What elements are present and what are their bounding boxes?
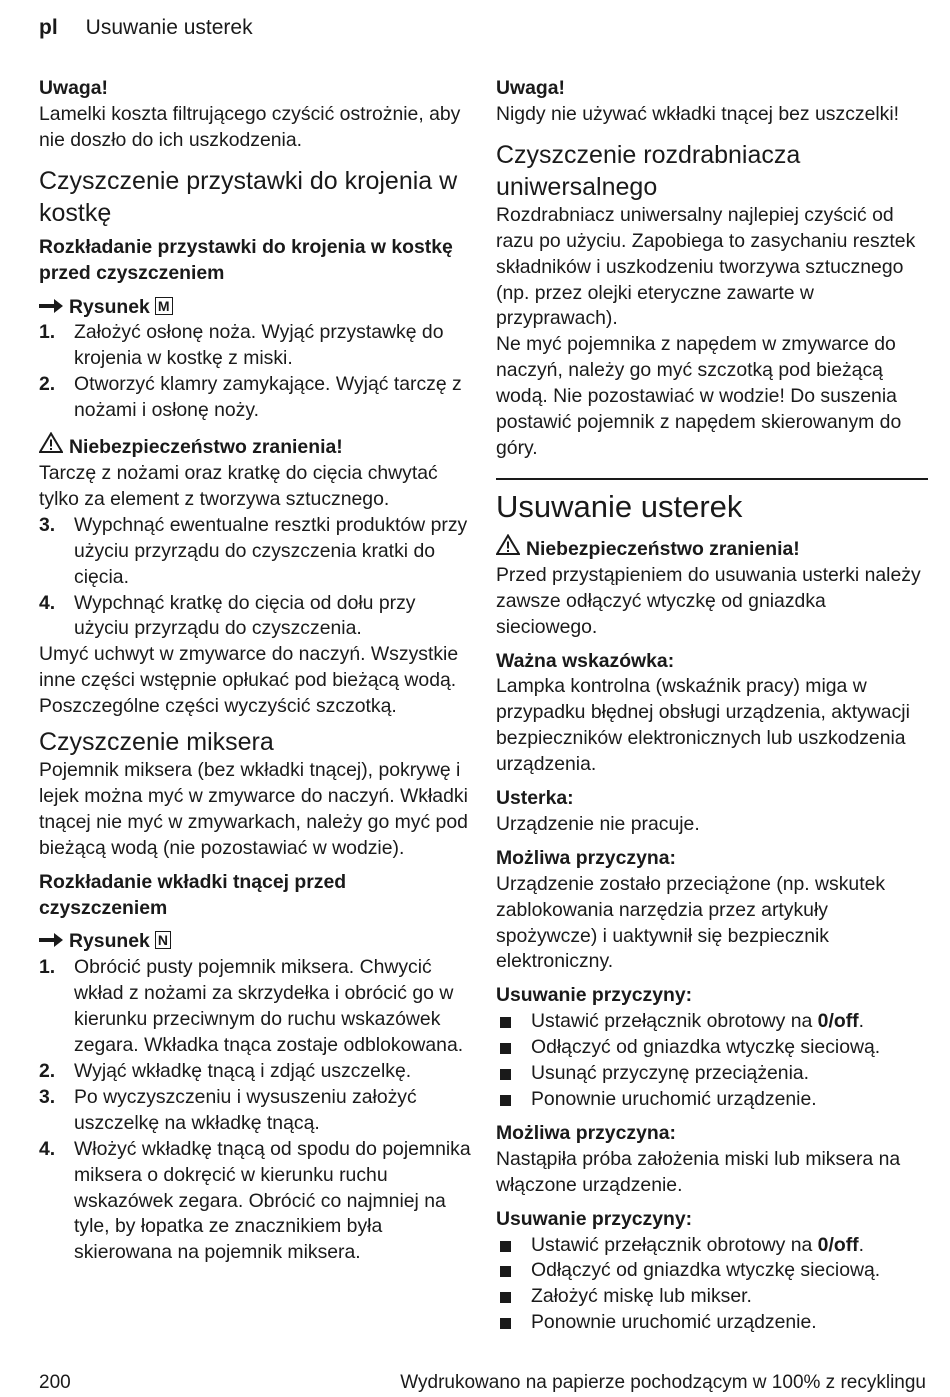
dicer-warning-title: Niebezpieczeństwo zranienia! xyxy=(39,432,474,461)
list-item: Ponownie uruchomić urządzenie. xyxy=(496,1087,928,1113)
note-text: Lamelki koszta filtrującego czyścić ostrożnie, aby nie doszło do ich uszkodzenia. xyxy=(39,102,461,151)
list-item: 2. Wyjąć wkładkę tnącą i zdjąć uszczelkę. xyxy=(39,1060,412,1082)
note-text: Nigdy nie używać wkładki tnącej bez uszczelki! xyxy=(496,102,900,125)
right-column xyxy=(496,76,928,1336)
dicer-steps-a xyxy=(39,320,474,424)
figure-letter: N xyxy=(155,931,171,949)
section-divider xyxy=(496,478,928,480)
chopper-paragraph-1: Rozdrabniacz uniwersalny najlepiej czyścić od razu po użyciu. Zapobiega to zasychaniu resztek składników i uszkodzeniu tworzywa sztucznego (np. przez olejki eteryczne zawarte w przyprawach). xyxy=(496,203,916,330)
figure-label: Rysunek xyxy=(69,295,150,318)
fault-text: Urządzenie nie pracuje. xyxy=(496,812,700,835)
dicer-heading: Czyszczenie przystawki do krojenia w kostkę xyxy=(39,166,458,227)
page-header xyxy=(39,16,253,40)
warning-triangle-icon xyxy=(39,432,69,461)
mixer-subheading: Rozkładanie wkładki tnącej przed czyszczeniem xyxy=(39,870,347,919)
fix-label: Usuwanie przyczyny: xyxy=(496,1207,693,1230)
troubleshooting-warning-text: Przed przystąpieniem do usuwania usterki należy zawsze odłączyć wtyczkę od gniazdka sieciowego. xyxy=(496,563,921,638)
fix-label: Usuwanie przyczyny: xyxy=(496,984,693,1007)
arrow-right-icon xyxy=(39,295,69,321)
note-label: Uwaga! xyxy=(496,77,565,99)
list-item: Usunąć przyczynę przeciążenia. xyxy=(496,1061,928,1087)
list-item: Ustawić przełącznik obrotowy na 0/off. xyxy=(496,1233,928,1259)
fix-list xyxy=(496,1009,928,1113)
warning-triangle-icon xyxy=(496,534,526,563)
list-item: Ponownie uruchomić urządzenie. xyxy=(496,1310,928,1336)
troubleshooting-warning-title: Niebezpieczeństwo zranienia! xyxy=(496,534,928,563)
list-item: 1. Założyć osłonę noża. Wyjąć przystawkę do krojenia w kostkę z miski. xyxy=(39,321,444,370)
fix-list xyxy=(496,1233,928,1337)
list-item: 3. Po wyczyszczeniu i wysuszeniu założyć uszczelkę na wkładkę tnącą. xyxy=(39,1085,417,1134)
list-item: 3. Wypchnąć ewentualne resztki produktów przy użyciu przyrządu do czyszczenia kratki do cięcia. xyxy=(39,513,468,588)
cause-label: Możliwa przyczyna: xyxy=(496,1121,676,1144)
fault-label: Usterka: xyxy=(496,787,574,810)
dicer-closing-text: Umyć uchwyt w zmywarce do naczyń. Wszystkie inne części wstępnie opłukać pod bieżącą wodą. Poszczególne części wyczyścić szczotką. xyxy=(39,643,459,718)
mixer-intro: Pojemnik miksera (bez wkładki tnącej), pokrywę i lejek można myć w zmywarce do naczyń. Wkładki tnącej nie myć w zmywarkach, należy go myć pod bieżącą wodą (nie pozostawiać w wodzie). xyxy=(39,759,468,859)
dicer-subheading: Rozkładanie przystawki do krojenia w kostkę przed czyszczeniem xyxy=(39,235,453,284)
chopper-heading: Czyszczenie rozdrabniacza uniwersalnego xyxy=(496,140,801,201)
page-number: 200 xyxy=(39,1372,71,1393)
list-item: 1. Obrócić pusty pojemnik miksera. Chwycić wkład z nożami za skrzydełka i obrócić go w kierunku przeciwnym do ruchu wskazówek zegara. Wkładka tnąca zostaje odblokowana. xyxy=(39,956,464,1057)
list-item: 4. Włożyć wkładkę tnącą od spodu do pojemnika miksera o dokręcić w kierunku ruchu wskazówek zegara. Obrócić co najmniej na tyle, by łopatka ze znacznikiem była skierowana na pojemnik miksera. xyxy=(39,1137,471,1264)
troubleshooting-heading: Usuwanie usterek xyxy=(496,488,743,524)
cause-text: Nastąpiła próba założenia miski lub miksera na włączone urządzenie. xyxy=(496,1147,901,1196)
left-column xyxy=(39,76,474,1266)
list-item: Odłączyć od gniazdka wtyczkę sieciową. xyxy=(496,1258,928,1284)
tip-label: Ważna wskazówka: xyxy=(496,649,675,672)
dicer-figure-ref xyxy=(39,295,474,321)
figure-label: Rysunek xyxy=(69,930,150,953)
tip-text: Lampka kontrolna (wskaźnik pracy) miga w przypadku błędnej obsługi urządzenia, aktywacji bezpieczników elektronicznych lub uszkodzenia urządzenia. xyxy=(496,675,910,776)
mixer-steps xyxy=(39,955,474,1266)
figure-letter: M xyxy=(155,297,173,315)
footer-note: Wydrukowano na papierze pochodzącym w 100% z recyklingu xyxy=(400,1372,926,1393)
list-item: Ustawić przełącznik obrotowy na 0/off. xyxy=(496,1009,928,1035)
list-item: Założyć miskę lub mikser. xyxy=(496,1284,928,1310)
list-item: 4. Wypchnąć kratkę do cięcia od dołu przy użyciu przyrządu do czyszczenia. xyxy=(39,591,416,640)
note-label: Uwaga! xyxy=(39,77,108,99)
list-item: Odłączyć od gniazdka wtyczkę sieciową. xyxy=(496,1035,928,1061)
arrow-right-icon xyxy=(39,929,69,955)
chopper-paragraph-2: Ne myć pojemnika z napędem w zmywarce do naczyń, należy go myć szczotką pod bieżącą wodą. Nie pozostawiać w wodzie! Do suszenia postawić pojemnik z napędem skierowanym do góry. xyxy=(496,333,902,459)
language-code: pl xyxy=(39,16,58,39)
cause-text: Urządzenie zostało przeciążone (np. wskutek zablokowania narzędzia przez artykuły spożywcze) i uaktywnił się bezpiecznik elektroniczny. xyxy=(496,872,886,973)
header-title: Usuwanie usterek xyxy=(85,16,253,39)
mixer-figure-ref xyxy=(39,929,474,955)
cause-label: Możliwa przyczyna: xyxy=(496,846,676,869)
dicer-steps-b xyxy=(39,513,474,643)
mixer-heading: Czyszczenie miksera xyxy=(39,728,274,757)
list-item: 2. Otworzyć klamry zamykające. Wyjąć tarczę z nożami i osłonę noży. xyxy=(39,373,462,422)
dicer-warning-text: Tarczę z nożami oraz kratkę do cięcia chwytać tylko za element z tworzywa sztucznego. xyxy=(39,461,438,510)
